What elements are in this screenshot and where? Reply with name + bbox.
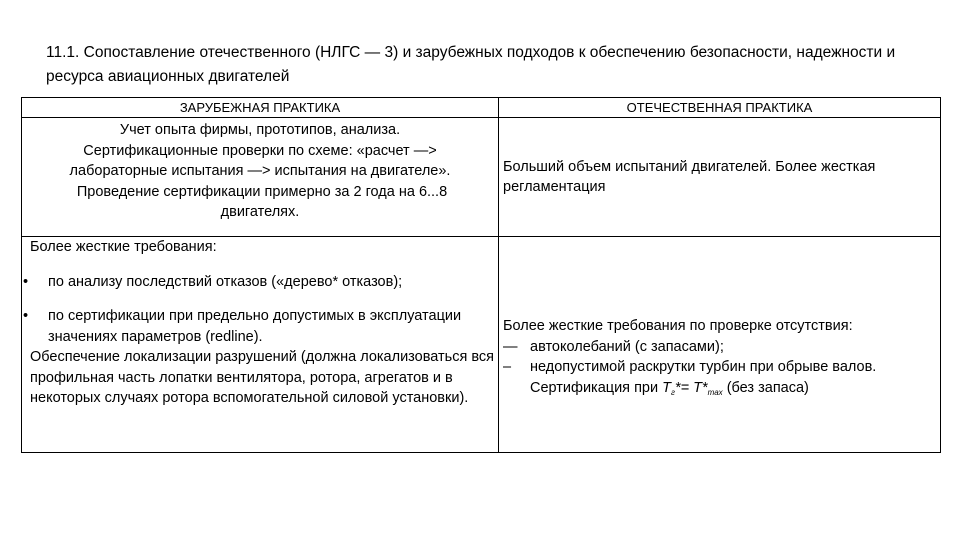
formula-t: T (662, 379, 671, 396)
formula-tmax-sub: max (707, 387, 723, 397)
table-header-row (22, 98, 941, 118)
bullet-marker: • (23, 308, 29, 324)
header-domestic-practice: ОТЕЧЕСТВЕННАЯ ПРАКТИКА (499, 98, 941, 118)
foreign-tail: Обеспечение локализации разрушений (должна локализоваться вся профильная часть лопатки вентилятора, ротора, агрегатов и в некоторых случаях ротора вспомогательной силовой установки). (30, 349, 494, 406)
formula-t-sub: г (670, 387, 675, 397)
domestic-cell-2 (499, 237, 941, 453)
bullet-marker: • (23, 273, 29, 290)
formula-tmax: T* (693, 379, 708, 396)
slide-title: 11.1. Сопоставление отечественного (НЛГС — 3) и зарубежных подходов к обеспечению безопасности, надежности и ресурса авиационных двигателей (46, 44, 896, 85)
table-row (22, 237, 941, 453)
dash-text: недопустимой раскрутки турбин при обрыве валов. Сертификация при (530, 359, 877, 396)
domestic-text: Больший объем испытаний двигателей. Более жесткая регламентация (503, 158, 876, 195)
dash-marker: – (503, 359, 512, 375)
dash-marker: — (503, 338, 518, 355)
foreign-cell-2 (22, 237, 499, 453)
formula-eq: *= (674, 379, 694, 396)
foreign-line: Учет опыта фирмы, прототипов, анализа. (119, 122, 401, 138)
comparison-table (21, 97, 941, 453)
foreign-line: Сертификационные проверки по схеме: «расчет —> (83, 142, 437, 159)
list-item (23, 272, 494, 293)
list-item (503, 357, 936, 403)
foreign-cell-1 (22, 118, 499, 237)
list-item (503, 337, 936, 358)
bullet-text: по сертификации при предельно допустимых в эксплуатации значениях параметров (redline). (48, 308, 462, 345)
foreign-line: лабораторные испытания —> испытания на двигателе». (69, 163, 451, 179)
foreign-line: двигателях. (220, 204, 300, 220)
formula-tail: (без запаса) (722, 379, 809, 396)
domestic-intro: Более жесткие требования по проверке отсутствия: (503, 318, 853, 334)
list-item (23, 306, 494, 347)
foreign-line: Проведение сертификации примерно за 2 года на 6...8 (72, 183, 448, 200)
dash-text: автоколебаний (с запасами); (530, 338, 724, 355)
header-foreign-practice: ЗАРУБЕЖНАЯ ПРАКТИКА (22, 98, 499, 118)
bullet-text: по анализу последствий отказов («дерево* отказов); (48, 273, 403, 290)
table-row (22, 118, 941, 237)
domestic-cell-1 (499, 118, 941, 237)
foreign-intro: Более жесткие требования: (30, 239, 217, 255)
